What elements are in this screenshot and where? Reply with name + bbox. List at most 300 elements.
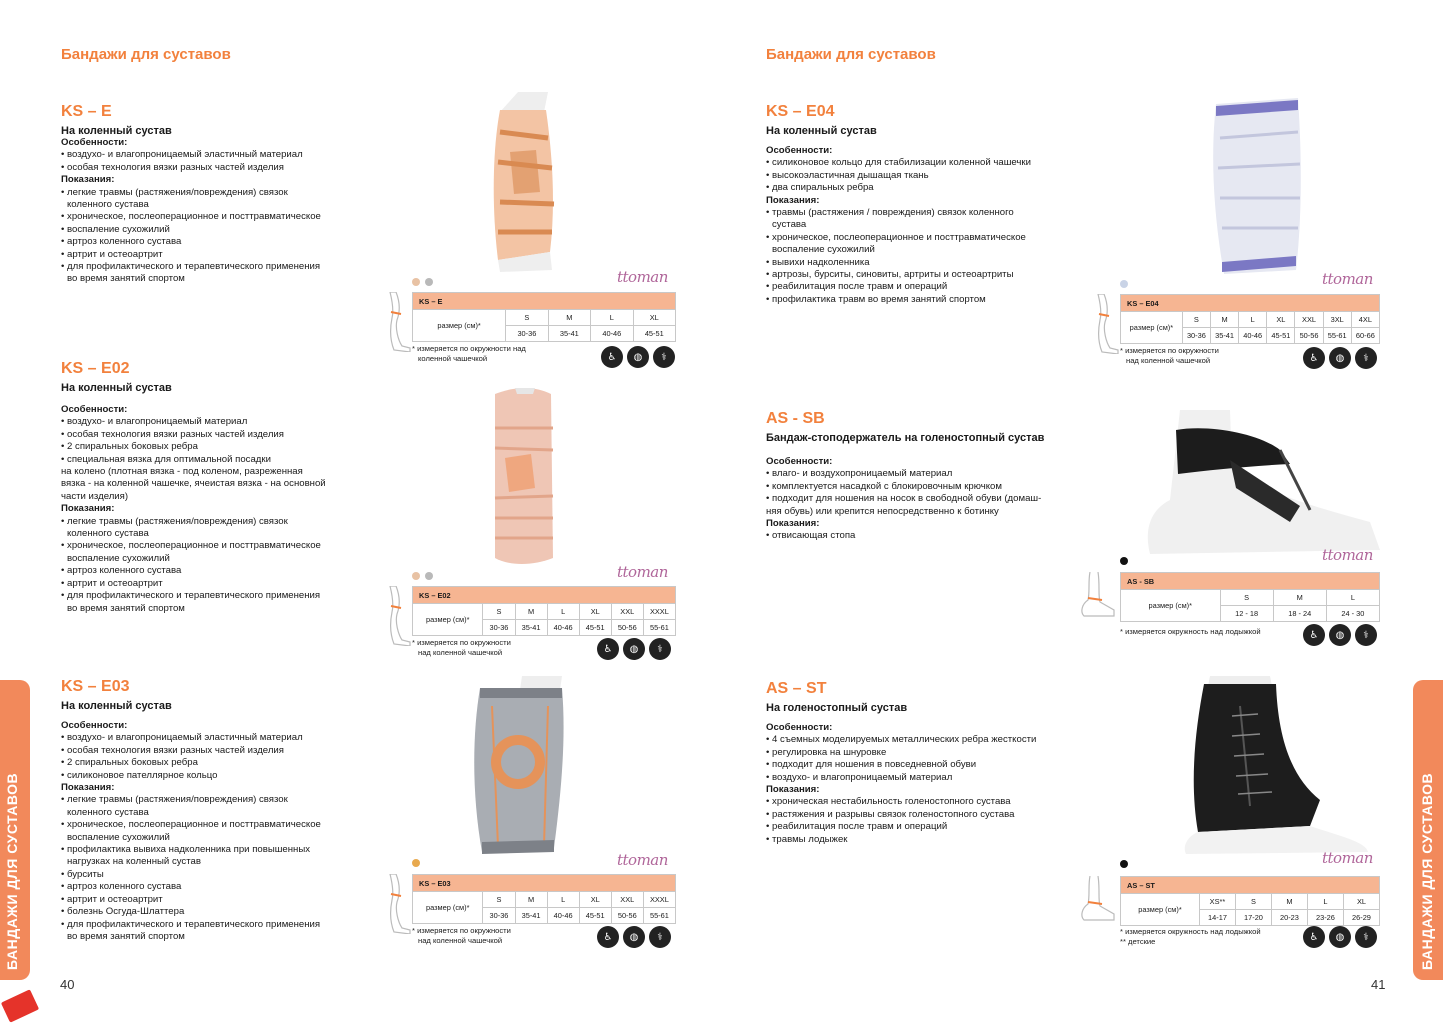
size-cell: L <box>1239 312 1267 328</box>
color-dot <box>412 278 420 286</box>
foot-measure-icon <box>1078 572 1118 618</box>
table-product-code: KS – E04 <box>1121 295 1380 312</box>
ttoman-logo: ttoman <box>1322 270 1373 288</box>
range-cell: 50-56 <box>1295 328 1323 344</box>
indication-line: • артрит и остеоартрит <box>61 248 163 260</box>
indication-item <box>61 844 361 869</box>
side-tab-label: БАНДАЖИ ДЛЯ СУСТАВОВ <box>1419 772 1435 970</box>
note-line: * измеряется по окружности над <box>412 344 526 353</box>
color-dot <box>425 278 433 286</box>
indication-item <box>61 794 361 819</box>
indication-line: воспаление сухожилий <box>67 552 170 564</box>
range-cell: 45-51 <box>1267 328 1295 344</box>
note-line: * измеряется по окружности <box>412 926 511 935</box>
size-cell: S <box>1235 894 1271 910</box>
feature-item: • силиконовое пателлярное кольцо <box>61 769 218 781</box>
indication-line: • отвисающая стопа <box>766 530 856 542</box>
size-label: размер (см)* <box>1121 312 1183 344</box>
indication-item <box>766 834 1096 846</box>
size-note-ks-e04 <box>1120 346 1219 366</box>
ttoman-logo: ttoman <box>1322 546 1373 564</box>
note-line: ** детские <box>1120 937 1156 946</box>
caduceus-icon: ⚕ <box>649 638 671 660</box>
product-subtitle: На голеностопный сустав <box>766 702 908 714</box>
indication-line: сустава <box>772 219 807 231</box>
color-dot <box>1120 860 1128 868</box>
size-cell: L <box>547 604 579 620</box>
range-cell: 40-46 <box>547 908 579 924</box>
size-cell: XXL <box>611 892 643 908</box>
leg-measure-icon <box>388 874 412 934</box>
feature-item: • воздухо- и влагопроницаемый эластичный материал <box>61 149 303 161</box>
range-cell: 30-36 <box>483 908 515 924</box>
table-row <box>1121 894 1380 910</box>
indication-item <box>766 281 1096 293</box>
table-header-row <box>413 293 676 310</box>
indication-line: • легкие травмы (растяжения/повреждения) связок <box>61 794 288 806</box>
indication-item <box>61 565 361 577</box>
size-cell: XXL <box>611 604 643 620</box>
color-dots-ks-e04 <box>1120 280 1128 288</box>
indication-line: воспаление сухожилий <box>772 244 875 256</box>
caduceus-icon: ⚕ <box>653 346 675 368</box>
person-icon: ♿ <box>601 346 623 368</box>
note-line: над коленной чашечкой <box>1126 356 1211 365</box>
range-cell: 45-51 <box>579 908 611 924</box>
knee-brace-ks-e03-image <box>462 676 574 856</box>
section-title-left: Бандажи для суставов <box>61 46 231 63</box>
note-line: над коленной чашечкой <box>418 936 503 945</box>
side-tab-label: БАНДАЖИ ДЛЯ СУСТАВОВ <box>4 772 20 970</box>
indication-item <box>61 881 361 893</box>
range-cell: 40-46 <box>1239 328 1267 344</box>
knee-brace-ks-e-image <box>470 92 570 272</box>
color-dot <box>1120 280 1128 288</box>
color-dots-as-sb <box>1120 557 1128 565</box>
color-dots-ks-e02 <box>412 572 433 580</box>
table-row <box>1121 312 1380 328</box>
size-cell: XXXL <box>643 604 675 620</box>
feature-item: • воздухо- и влагопроницаемый материал <box>61 416 248 428</box>
indication-line: • для профилактического и терапевтического применения <box>61 261 321 273</box>
indication-line: • для профилактического и терапевтического применения <box>61 918 321 930</box>
product-code: KS – E <box>61 103 112 120</box>
size-cell: L <box>547 892 579 908</box>
caduceus-icon: ⚕ <box>1355 926 1377 948</box>
ttoman-logo: ttoman <box>617 268 668 286</box>
size-label: размер (см)* <box>413 310 506 342</box>
table-header-row <box>413 587 676 604</box>
ankle-brace-as-sb-image <box>1140 410 1390 556</box>
feature-item: • подходит для ношения на носок в свободной обуви (домаш- <box>766 493 1042 505</box>
product-code: AS – ST <box>766 680 827 697</box>
product-as-sb <box>766 410 1096 543</box>
indication-item <box>766 530 1096 542</box>
range-cell: 26-29 <box>1343 910 1379 926</box>
table-row <box>413 604 676 620</box>
size-note-ks-e03 <box>412 926 511 946</box>
indication-line: • воспаление сухожилий <box>61 223 170 235</box>
indication-line: • хроническое, послеоперационное и посттравматическое <box>61 819 321 831</box>
knee-brace-ks-e04-image <box>1198 98 1304 278</box>
product-code: KS – E02 <box>61 360 130 377</box>
person-icon: ♿ <box>1303 926 1325 948</box>
indications-heading: Показания: <box>61 782 115 794</box>
range-cell: 55-61 <box>643 908 675 924</box>
range-cell: 45-51 <box>579 620 611 636</box>
color-dot <box>425 572 433 580</box>
range-cell: 18 - 24 <box>1273 606 1326 622</box>
feature-item: вязка - на коленной чашечке, ячеистая вязка - на основной <box>61 478 326 490</box>
section-title-right: Бандажи для суставов <box>766 46 936 63</box>
indications-heading: Показания: <box>766 518 820 530</box>
indication-item <box>61 211 361 223</box>
color-dots-as-st <box>1120 860 1128 868</box>
indications-heading: Показания: <box>766 784 820 796</box>
feature-item: • влаго- и воздухопроницаемый материал <box>766 468 953 480</box>
size-cell: S <box>1182 312 1210 328</box>
product-description <box>61 404 361 615</box>
page-number-left: 40 <box>60 977 75 992</box>
indication-item <box>61 894 361 906</box>
note-line: * измеряется окружность над лодыжкой <box>1120 927 1261 936</box>
caduceus-icon: ⚕ <box>1355 347 1377 369</box>
indication-item <box>61 919 361 944</box>
feature-item: • особая технология вязки разных частей изделия <box>61 161 284 173</box>
foot-measure-icon <box>1078 876 1118 922</box>
indication-item <box>61 516 361 541</box>
range-cell: 23-26 <box>1307 910 1343 926</box>
feature-item: • 2 спиральных боковых ребра <box>61 441 198 453</box>
product-ks-e02 <box>61 360 361 615</box>
globe-icon: ◍ <box>1329 624 1351 646</box>
indication-line: • артроз коленного сустава <box>61 565 182 577</box>
feature-item: • комплектуется насадкой с блокировочным крючком <box>766 480 1002 492</box>
table-header-row <box>1121 295 1380 312</box>
feature-item: • подходит для ношения в повседневной обуви <box>766 759 977 771</box>
note-line: * измеряется по окружности <box>1120 346 1219 355</box>
features-heading: Особенности: <box>61 404 128 415</box>
size-cell: 3XL <box>1323 312 1351 328</box>
product-subtitle: На коленный сустав <box>61 700 172 712</box>
indication-item <box>766 796 1096 808</box>
indication-line: • профилактика травм во время занятий спортом <box>766 293 986 305</box>
color-dots-ks-e <box>412 278 433 286</box>
product-description <box>61 137 361 286</box>
indication-item <box>766 809 1096 821</box>
feature-item: части изделия) <box>61 490 129 502</box>
indication-item <box>766 232 1096 257</box>
indication-item <box>766 207 1096 232</box>
globe-icon: ◍ <box>1329 347 1351 369</box>
product-description <box>61 720 361 943</box>
leg-measure-icon <box>1096 294 1120 354</box>
ttoman-logo: ttoman <box>617 563 668 581</box>
indication-line: • хроническая нестабильность голеностопного сустава <box>766 796 1011 808</box>
caduceus-icon: ⚕ <box>1355 624 1377 646</box>
size-cell: M <box>515 892 547 908</box>
indication-line: • травмы (растяжения / повреждения) связок коленного <box>766 207 1014 219</box>
indication-item <box>61 590 361 615</box>
color-dot <box>1120 557 1128 565</box>
indications-heading: Показания: <box>61 174 115 186</box>
indication-line: • болезнь Осгуда-Шлаттера <box>61 906 185 918</box>
size-table-ks-e02 <box>412 586 676 636</box>
indication-line: • артрит и остеоартрит <box>61 577 163 589</box>
indication-item <box>61 187 361 212</box>
range-cell: 30-36 <box>506 326 548 342</box>
product-description <box>766 456 1096 543</box>
side-tab-right <box>1413 680 1443 980</box>
size-cell: XL <box>633 310 675 326</box>
cert-icons-ks-e <box>601 346 675 368</box>
size-label: размер (см)* <box>1121 590 1221 622</box>
color-dot <box>412 859 420 867</box>
range-cell: 35-41 <box>515 908 547 924</box>
product-subtitle: Бандаж-стоподержатель на голеностопный сустав <box>766 432 1045 444</box>
page-number-right: 41 <box>1371 977 1386 992</box>
indication-line: • растяжения и разрывы связок голеностопного сустава <box>766 808 1015 820</box>
size-cell: XL <box>1267 312 1295 328</box>
features-heading: Особенности: <box>61 137 128 148</box>
range-cell: 30-36 <box>483 620 515 636</box>
product-code: KS – E04 <box>766 103 835 120</box>
indication-line: • артрозы, бурситы, синовиты, артриты и остеоартриты <box>766 269 1014 281</box>
range-cell: 40-46 <box>591 326 633 342</box>
feature-item: • два спиральных ребра <box>766 182 874 194</box>
indication-line: нагрузках на коленный сустав <box>67 856 201 868</box>
indication-line: • бурситы <box>61 868 104 880</box>
size-cell: XXXL <box>643 892 675 908</box>
range-cell: 60-66 <box>1351 328 1379 344</box>
size-cell: 4XL <box>1351 312 1379 328</box>
indication-line: • реабилитация после травм и операций <box>766 821 948 833</box>
table-product-code: AS - SB <box>1121 573 1380 590</box>
caduceus-icon: ⚕ <box>649 926 671 948</box>
indication-line: коленного сустава <box>67 806 149 818</box>
size-cell: L <box>1326 590 1379 606</box>
indication-item <box>61 819 361 844</box>
size-label: размер (см)* <box>413 892 483 924</box>
range-cell: 50-56 <box>611 620 643 636</box>
feature-item: • силиконовое кольцо для стабилизации коленной чашечки <box>766 157 1031 169</box>
indication-line: • хроническое, послеоперационное и посттравматическое <box>61 540 321 552</box>
globe-icon: ◍ <box>623 638 645 660</box>
size-cell: S <box>483 892 515 908</box>
range-cell: 35-41 <box>1210 328 1238 344</box>
indication-line: коленного сустава <box>67 528 149 540</box>
size-table-ks-e04 <box>1120 294 1380 344</box>
globe-icon: ◍ <box>1329 926 1351 948</box>
feature-item: • высокоэластичная дышащая ткань <box>766 169 929 181</box>
person-icon: ♿ <box>1303 624 1325 646</box>
size-note-ks-e02 <box>412 638 511 658</box>
product-ks-e04 <box>766 103 1096 306</box>
range-cell: 50-56 <box>611 908 643 924</box>
features-heading: Особенности: <box>766 456 833 467</box>
note-line: * измеряется по окружности <box>412 638 511 647</box>
indication-line: • вывихи надколенника <box>766 256 870 268</box>
size-cell: XXL <box>1295 312 1323 328</box>
size-cell: S <box>506 310 548 326</box>
feature-item: няя обувь) или крепится непосредственно к ботинку <box>766 505 999 517</box>
indication-line: во время занятий спортом <box>67 273 185 285</box>
indication-line: • реабилитация после травм и операций <box>766 281 948 293</box>
range-cell: 55-61 <box>1323 328 1351 344</box>
size-table-ks-e <box>412 292 676 342</box>
table-product-code: KS – E03 <box>413 875 676 892</box>
product-description <box>766 722 1096 846</box>
size-note-as-sb <box>1120 627 1261 637</box>
indication-line: • артроз коленного сустава <box>61 236 182 248</box>
feature-item: • 2 спиральных боковых ребра <box>61 757 198 769</box>
size-cell: M <box>548 310 590 326</box>
ttoman-logo: ttoman <box>1322 849 1373 867</box>
indication-line: коленного сустава <box>67 199 149 211</box>
product-as-st <box>766 680 1096 846</box>
size-table-as-sb <box>1120 572 1380 622</box>
range-cell: 12 - 18 <box>1220 606 1273 622</box>
product-subtitle: На коленный сустав <box>766 125 877 137</box>
size-cell: L <box>1307 894 1343 910</box>
table-row <box>413 310 676 326</box>
table-product-code: KS – E02 <box>413 587 676 604</box>
range-cell: 45-51 <box>633 326 675 342</box>
indication-line: во время занятий спортом <box>67 930 185 942</box>
color-dot <box>412 572 420 580</box>
indication-line: во время занятий спортом <box>67 602 185 614</box>
table-product-code: AS – ST <box>1121 877 1380 894</box>
range-cell: 40-46 <box>547 620 579 636</box>
indication-item <box>766 294 1096 306</box>
indication-item <box>61 540 361 565</box>
product-code: KS – E03 <box>61 678 130 695</box>
size-cell: XL <box>579 604 611 620</box>
product-code: AS - SB <box>766 410 825 427</box>
side-tab-left <box>0 680 30 980</box>
indication-item <box>61 906 361 918</box>
indication-item <box>766 269 1096 281</box>
ttoman-logo: ttoman <box>617 851 668 869</box>
indication-line: воспаление сухожилий <box>67 831 170 843</box>
indication-line: • хроническое, послеоперационное и посттравматическое <box>766 231 1026 243</box>
size-label: размер (см)* <box>1121 894 1200 926</box>
indication-item <box>61 224 361 236</box>
cert-icons-ks-e02 <box>597 638 671 660</box>
feature-item: • воздухо- и влагопроницаемый эластичный материал <box>61 732 303 744</box>
indication-item <box>61 869 361 881</box>
feature-item: • специальная вязка для оптимальной посадки <box>61 453 271 465</box>
range-cell: 20-23 <box>1271 910 1307 926</box>
feature-item: • особая технология вязки разных частей изделия <box>61 744 284 756</box>
cert-icons-ks-e04 <box>1303 347 1377 369</box>
note-line: коленной чашечкой <box>418 354 488 363</box>
size-note-ks-e <box>412 344 526 364</box>
leg-measure-icon <box>388 292 412 352</box>
features-heading: Особенности: <box>766 145 833 156</box>
product-description <box>766 145 1096 306</box>
indication-item <box>766 257 1096 269</box>
range-cell: 14-17 <box>1200 910 1236 926</box>
indications-heading: Показания: <box>766 194 820 206</box>
size-note-as-st <box>1120 927 1261 947</box>
size-cell: XS** <box>1200 894 1236 910</box>
indication-line: • артрит и остеоартрит <box>61 893 163 905</box>
table-row <box>1121 590 1380 606</box>
indication-item <box>61 261 361 286</box>
indication-item <box>61 578 361 590</box>
publisher-logo <box>1 989 39 1022</box>
cert-icons-as-st <box>1303 926 1377 948</box>
size-label: размер (см)* <box>413 604 483 636</box>
person-icon: ♿ <box>597 926 619 948</box>
feature-item: • регулировка на шнуровке <box>766 746 887 758</box>
table-product-code: KS – E <box>413 293 676 310</box>
table-row <box>413 892 676 908</box>
range-cell: 24 - 30 <box>1326 606 1379 622</box>
color-dots-ks-e03 <box>412 859 420 867</box>
table-header-row <box>1121 877 1380 894</box>
note-line: над коленной чашечкой <box>418 648 503 657</box>
size-cell: M <box>1271 894 1307 910</box>
note-line: * измеряется окружность над лодыжкой <box>1120 627 1261 636</box>
size-cell: L <box>591 310 633 326</box>
size-table-as-st <box>1120 876 1380 926</box>
size-cell: M <box>1273 590 1326 606</box>
size-cell: S <box>483 604 515 620</box>
size-cell: M <box>1210 312 1238 328</box>
size-cell: XL <box>1343 894 1379 910</box>
range-cell: 35-41 <box>548 326 590 342</box>
feature-item: • воздухо- и влагопроницаемый материал <box>766 771 953 783</box>
indication-item <box>61 249 361 261</box>
indication-line: • легкие травмы (растяжения/повреждения) связок <box>61 186 288 198</box>
indication-line: • травмы лодыжек <box>766 833 848 845</box>
range-cell: 55-61 <box>643 620 675 636</box>
product-subtitle: На коленный сустав <box>61 125 172 137</box>
person-icon: ♿ <box>1303 347 1325 369</box>
product-subtitle: На коленный сустав <box>61 382 172 394</box>
feature-item: • 4 съемных моделируемых металлических ребра жесткости <box>766 734 1037 746</box>
product-ks-e03 <box>61 678 361 943</box>
globe-icon: ◍ <box>627 346 649 368</box>
size-table-ks-e03 <box>412 874 676 924</box>
product-ks-e <box>61 103 361 286</box>
indication-line: • артроз коленного сустава <box>61 881 182 893</box>
range-cell: 35-41 <box>515 620 547 636</box>
cert-icons-as-sb <box>1303 624 1377 646</box>
indication-line: • профилактика вывиха надколенника при повышенных <box>61 844 311 856</box>
size-cell: S <box>1220 590 1273 606</box>
ankle-brace-as-st-image <box>1180 676 1370 856</box>
leg-measure-icon <box>388 586 412 646</box>
range-cell: 17-20 <box>1235 910 1271 926</box>
table-header-row <box>413 875 676 892</box>
features-heading: Особенности: <box>766 722 833 733</box>
indication-line: • для профилактического и терапевтического применения <box>61 590 321 602</box>
person-icon: ♿ <box>597 638 619 660</box>
indications-heading: Показания: <box>61 503 115 515</box>
cert-icons-ks-e03 <box>597 926 671 948</box>
feature-item: • особая технология вязки разных частей изделия <box>61 428 284 440</box>
indication-item <box>766 821 1096 833</box>
size-cell: XL <box>579 892 611 908</box>
indication-line: • легкие травмы (растяжения/повреждения) связок <box>61 515 288 527</box>
globe-icon: ◍ <box>623 926 645 948</box>
range-cell: 30-36 <box>1182 328 1210 344</box>
table-header-row <box>1121 573 1380 590</box>
indication-line: • хроническое, послеоперационное и посттравматическое <box>61 211 321 223</box>
